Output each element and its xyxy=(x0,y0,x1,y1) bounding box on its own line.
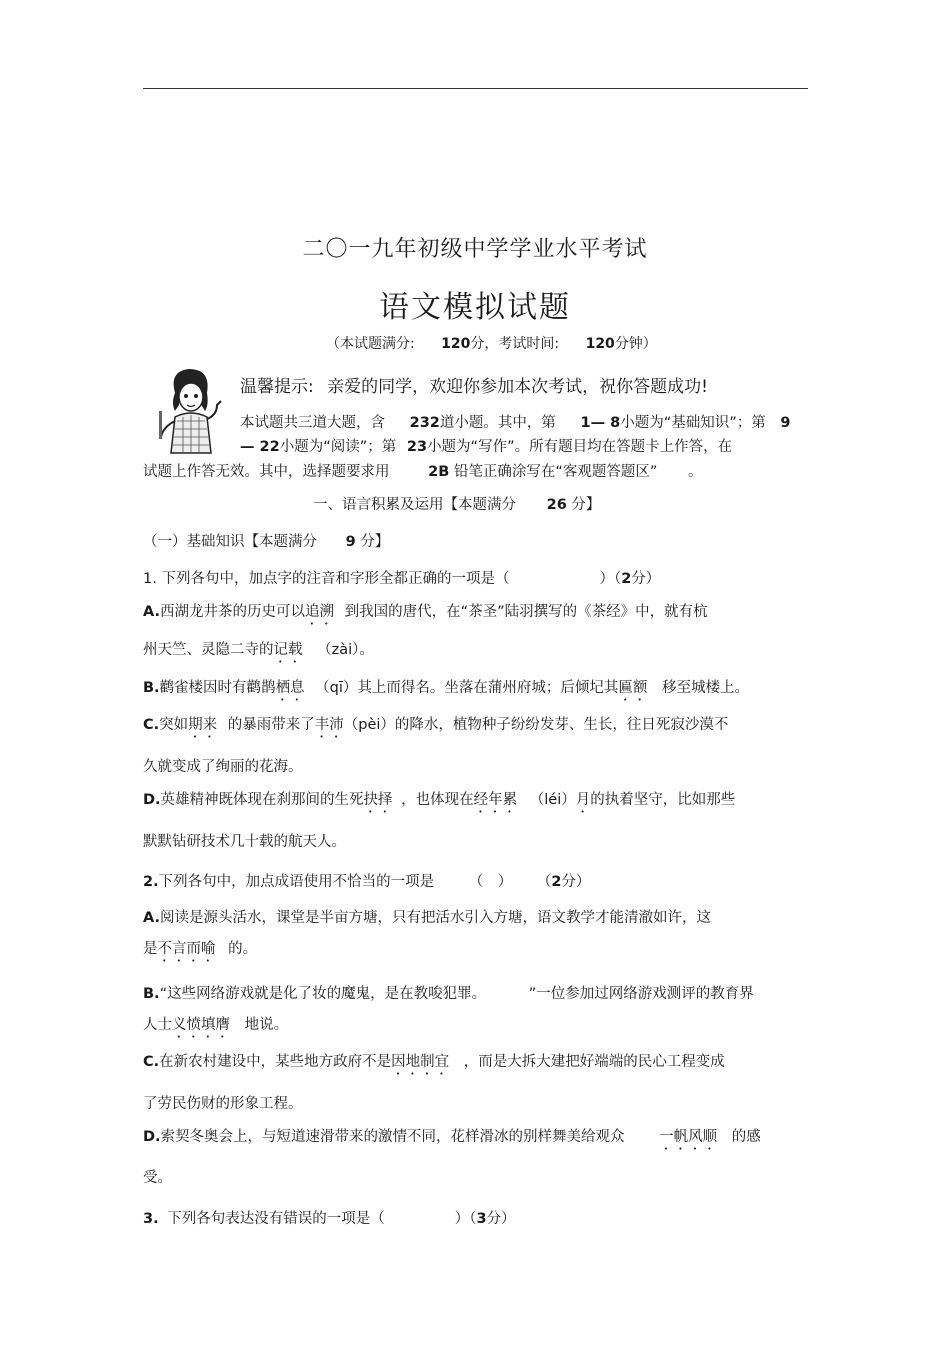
option-letter: A. xyxy=(143,604,160,620)
q2-option-a-line1: A.阅读是源头活水，课堂是半亩方塘，只有把活水引入方塘，语文教学才能清澈如许，这 xyxy=(143,910,711,926)
exam-info-mid: 分，考试时间: xyxy=(470,336,560,352)
dotted-word: 因地制宜 xyxy=(391,1054,450,1070)
dotted-word: 经年累 xyxy=(473,792,518,808)
q2-option-d-line1: D.索契冬奥会上，与短道速滑带来的激情不同，花样滑冰的别样舞美给观众 一帆风顺 的感 xyxy=(143,1129,761,1145)
q1-option-a-line1: A.西湖龙井茶的历史可以追溯 到我国的唐代，在“茶圣”陆羽撰写的《茶经》中，就有杭 xyxy=(143,604,708,620)
dotted-word: 追溯 xyxy=(305,604,334,620)
q1-option-b: B.鹳雀楼因时有鹳鹊栖息 （qī）其上而得名。坐落在蒲州府城；后倾圮其匾额 移至城楼上。 xyxy=(143,680,750,696)
q2-option-d-line2: 受。 xyxy=(143,1170,172,1186)
answer-blank: （ ） xyxy=(468,874,513,890)
exam-time: 120 xyxy=(585,336,615,352)
paper-title: 语文模拟试题 xyxy=(379,290,571,325)
option-letter: A. xyxy=(143,910,160,926)
exam-info-suffix: 分钟） xyxy=(614,336,657,352)
tip-label: 温馨提示: xyxy=(240,377,314,397)
q2-option-c-line2: 了劳民伤财的形象工程。 xyxy=(143,1096,303,1112)
option-letter: D. xyxy=(143,1129,161,1145)
q1-option-c-line1: C.突如期来 的暴雨带来了丰沛（pèi）的降水，植物种子纷纷发芽、生长，往日死寂沙漠不 xyxy=(143,717,729,733)
q3-stem: 3. 下列各句表达没有错误的一项是（ ）（3分） xyxy=(143,1211,516,1227)
option-letter: B. xyxy=(143,986,160,1002)
dotted-word: 记载 xyxy=(273,642,303,658)
dotted-word: 义愤填膺 xyxy=(172,1017,230,1033)
option-letter: C. xyxy=(143,717,160,733)
tip-line xyxy=(240,372,708,397)
tip-text-line3: 试题上作答无效。其中，选择题要求用 2B 铅笔正确涂写在“客观题答题区” 。 xyxy=(143,464,703,480)
dotted-word: 一帆风顺 xyxy=(659,1129,718,1145)
option-letter: D. xyxy=(143,792,161,808)
q2-option-c-line1: C.在新农村建设中，某些地方政府不是因地制宜 ，而是大拆大建把好端端的民心工程变成 xyxy=(143,1054,725,1070)
tip-greeting: 亲爱的同学，欢迎你参加本次考试，祝你答题成功! xyxy=(327,377,708,397)
q1-stem: 1. 下列各句中，加点字的注音和字形全都正确的一项是（ ）（2分） xyxy=(143,571,661,587)
q2-option-b-line2: 人士义愤填膺 地说。 xyxy=(143,1017,289,1033)
exam-title: 二〇一九年初级中学学业水平考试 xyxy=(302,237,648,262)
dotted-word: 月 xyxy=(575,792,591,808)
exam-info-prefix: （本试题满分: xyxy=(326,336,415,352)
q1-option-c-line2: 久就变成了绚丽的花海。 xyxy=(143,759,303,775)
dotted-word: 栖息 xyxy=(275,680,305,696)
q1-option-a-line2: 州天竺、灵隐二寺的记载 （zài）。 xyxy=(143,642,374,658)
exam-info xyxy=(326,333,657,353)
q2-option-b-line1: B.“这些网络游戏就是化了妆的魔鬼，是在教唆犯罪。 ”一位参加过网络游戏测评的教育界 xyxy=(143,986,754,1002)
q1-option-d-line1: D.英雄精神既体现在刹那间的生死抉择 ，也体现在经年累 （léi）月的执着坚守，比如那些 xyxy=(143,792,736,808)
full-score: 120 xyxy=(441,336,471,352)
dotted-word: 期来 xyxy=(188,717,218,733)
option-letter: B. xyxy=(143,680,160,696)
tip-text-line2: — 22小题为“阅读”；第 23小题为“写作”。所有题目均在答题卡上作答，在 xyxy=(240,439,733,455)
option-letter: C. xyxy=(143,1054,160,1070)
dotted-word: 匾额 xyxy=(618,680,648,696)
subsection-1-heading: （一）基础知识【本题满分 9 分】 xyxy=(143,534,390,550)
girl-illustration xyxy=(155,365,225,457)
dotted-word: 不言而喻 xyxy=(157,941,216,957)
dotted-word: 抉择 xyxy=(363,792,393,808)
q1-option-d-line2: 默默钻研技术几十载的航天人。 xyxy=(143,834,346,850)
section-1-heading: 一、语言积累及运用【本题满分 26 分】 xyxy=(313,497,601,513)
dotted-word: 丰沛 xyxy=(314,717,344,733)
header-rule xyxy=(143,88,808,89)
tip-text-line1: 本试题共三道大题，含 232道小题。其中，第 1— 8小题为“基础知识”；第 9 xyxy=(240,415,791,431)
q2-option-a-line2: 是不言而喻 的。 xyxy=(143,941,258,957)
q2-stem: 2.下列各句中，加点成语使用不恰当的一项是 （ ） （2分） xyxy=(143,874,591,890)
